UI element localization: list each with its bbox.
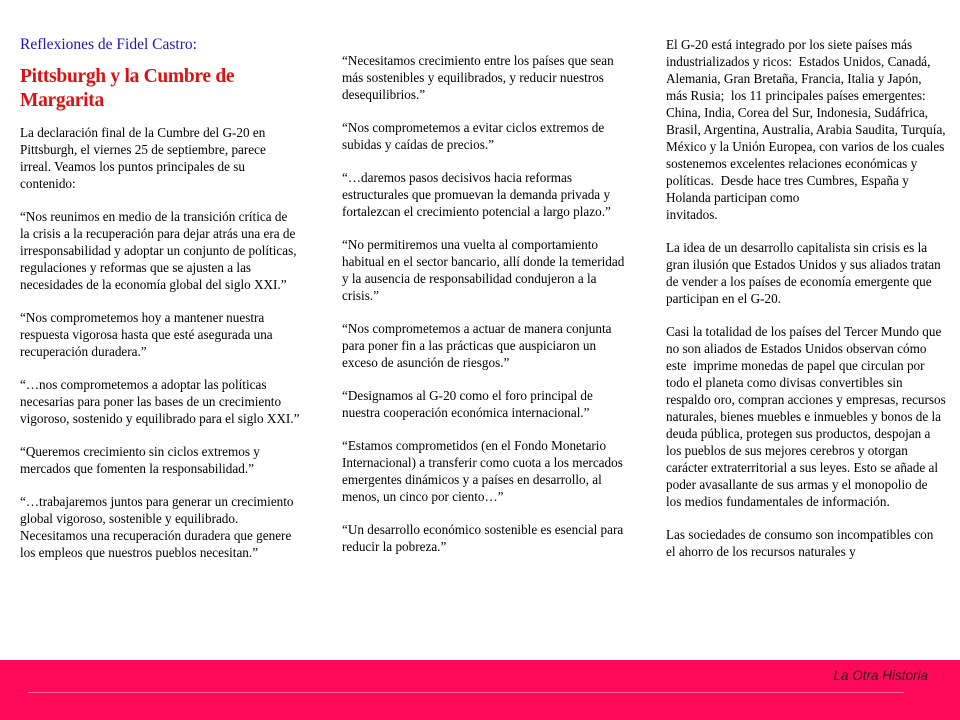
quote-paragraph: “No permitiremos una vuelta al comportamiento habitual en el sector bancario, allí donde la temeridad y la ausencia de responsabilidad condujeron a la crisis.” [342,237,628,303]
article-title: Pittsburgh y la Cumbre de Margarita [20,66,235,111]
quote-paragraph: “Designamos al G-20 como el foro principal de nuestra cooperación económica internacional.” [342,388,597,420]
quote-paragraph: “Nos comprometemos hoy a mantener nuestra respuesta vigorosa hasta que esté asegurada una recuperación duradera.” [20,310,276,359]
quote-paragraph: “Queremos crecimiento sin ciclos extremos y mercados que fomenten la responsabilidad.” [20,444,264,476]
paragraph: El G-20 está integrado por los siete países más industrializados y ricos: Estados Unidos, Canadá, Alemania, Gran Bretaña, Francia, Italia y Japón, más Rusia; los 11 principales países emergentes: China, India, Corea del Sur, Indonesia, Sudáfrica, Brasil, Argentina, Australia, Arabia Saudita, Turquía, México y la Unión Europea, con varios de los cuales sostenemos excelentes relaciones económicas y políticas. Desde hace tres Cumbres, España y Holanda participan como invitados. [666,37,946,222]
quote-paragraph: “…nos comprometemos a adoptar las políticas necesarias para poner las bases de un crecimiento vigoroso, sostenido y equilibrado para el siglo XXI.” [20,377,300,426]
quote-paragraph: “…trabajaremos juntos para generar un crecimiento global vigoroso, sostenible y equilibrado. Necesitamos una recuperación duradera que genere los empleos que nuestros pueblos necesitan.” [20,494,297,560]
column-2 [342,52,627,571]
quote-paragraph: “Un desarrollo económico sostenible es esencial para reducir la pobreza.” [342,522,627,554]
paragraph: La declaración final de la Cumbre del G-20 en Pittsburgh, el viernes 25 de septiembre, parece irreal. Veamos los puntos principales de su contenido: [20,125,270,191]
footer-divider [28,692,904,693]
paragraph: Casi la totalidad de los países del Tercer Mundo que no son aliados de Estados Unidos observan cómo este imprime monedas de papel que circulan por todo el planeta como divisas convertibles sin respaldo oro, compran acciones y empresas, recursos naturales, bienes muebles e inmuebles y bonos de la deuda pública, protegen sus productos, despojan a los pueblos de sus mejores cerebros y otorgan carácter extraterritorial a sus leyes. Esto se añade al poder avasallante de sus armas y el monopolio de los medios fundamentales de información. [666,324,950,509]
quote-paragraph: “Nos comprometemos a evitar ciclos extremos de subidas y caídas de precios.” [342,120,608,152]
footer-label: La Otra Historia [833,668,928,683]
quote-paragraph: “Estamos comprometidos (en el Fondo Monetario Internacional) a transferir como cuota a los mercados emergentes dinámicos y a países en desarrollo, al menos, un cinco por ciento…” [342,438,627,504]
quote-paragraph: “Nos comprometemos a actuar de manera conjunta para poner fin a las prácticas que auspiciaron un exceso de asunción de riesgos.” [342,321,615,370]
series-heading: Reflexiones de Fidel Castro: [20,36,197,53]
footer-bar [0,660,960,720]
quote-paragraph: “Nos reunimos en medio de la transición crítica de la crisis a la recuperación para dejar atrás una era de irresponsabilidad y adoptar un conjunto de políticas, regulaciones y reformas que se ajusten a las necesidades de la economía global del siglo XXI.” [20,209,297,292]
paragraph: Las sociedades de consumo son incompatibles con el ahorro de los recursos naturales y [666,527,937,559]
column-3 [666,36,950,576]
quote-paragraph: “…daremos pasos decisivos hacia reformas estructurales que promuevan la demanda privada y fortalezcan el crecimiento potencial a largo plazo.” [342,170,614,219]
paragraph: La idea de un desarrollo capitalista sin crisis es la gran ilusión que Estados Unidos y sus aliados tratan de vender a los países de economía emergente que participan en el G-20. [666,240,944,306]
column-1 [20,36,300,577]
quote-paragraph: “Necesitamos crecimiento entre los países que sean más sostenibles y equilibrados, y reducir nuestros desequilibrios.” [342,53,617,102]
